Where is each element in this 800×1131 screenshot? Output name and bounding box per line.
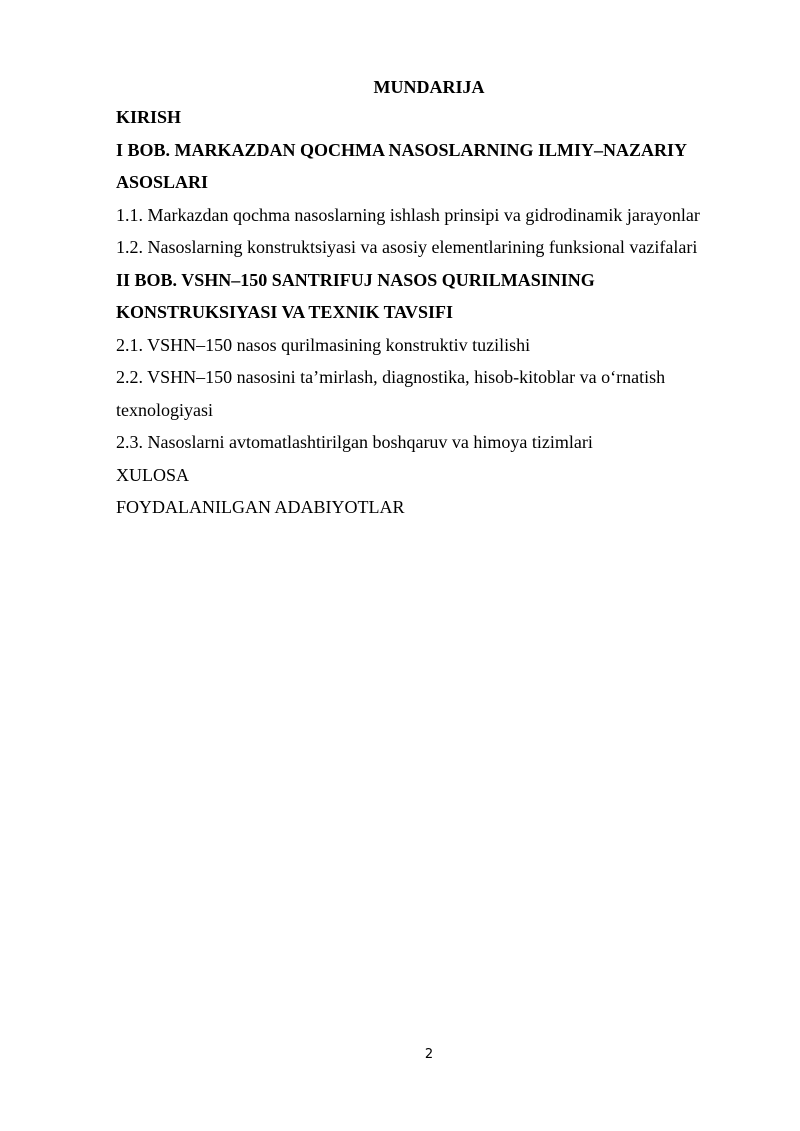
table-of-contents — [116, 101, 736, 524]
toc-entry: 2.2. VSHN–150 nasosini ta’mirlash, diagnostika, hisob-kitoblar va o‘rnatish — [116, 367, 666, 387]
toc-entry: I BOB. MARKAZDAN QOCHMA NASOSLARNING ILMIY–NAZARIY — [116, 139, 688, 160]
toc-entry: KIRISH — [116, 107, 182, 127]
toc-entry: 1.1. Markazdan qochma nasoslarning ishlash prinsipi va gidrodinamik jarayonlar — [116, 204, 700, 225]
page-title: MUNDARIJA — [373, 77, 485, 97]
page-number: 2 — [424, 1047, 434, 1062]
toc-entry: KONSTRUKSIYASI VA TEXNIK TAVSIFI — [116, 302, 453, 322]
toc-entry: FOYDALANILGAN ADABIYOTLAR — [116, 497, 405, 517]
toc-entry: 1.2. Nasoslarning konstruktsiyasi va asosiy elementlarining funksional vazifalari — [116, 237, 698, 257]
toc-entry: 2.1. VSHN–150 nasos qurilmasining konstruktiv tuzilishi — [116, 334, 531, 355]
toc-entry: texnologiyasi — [116, 399, 213, 420]
toc-entry: XULOSA — [116, 464, 190, 485]
toc-entry: II BOB. VSHN–150 SANTRIFUJ NASOS QURILMASINING — [116, 269, 595, 290]
toc-entry: 2.3. Nasoslarni avtomatlashtirilgan boshqaruv va himoya tizimlari — [116, 432, 593, 452]
toc-entry: ASOSLARI — [116, 172, 209, 192]
